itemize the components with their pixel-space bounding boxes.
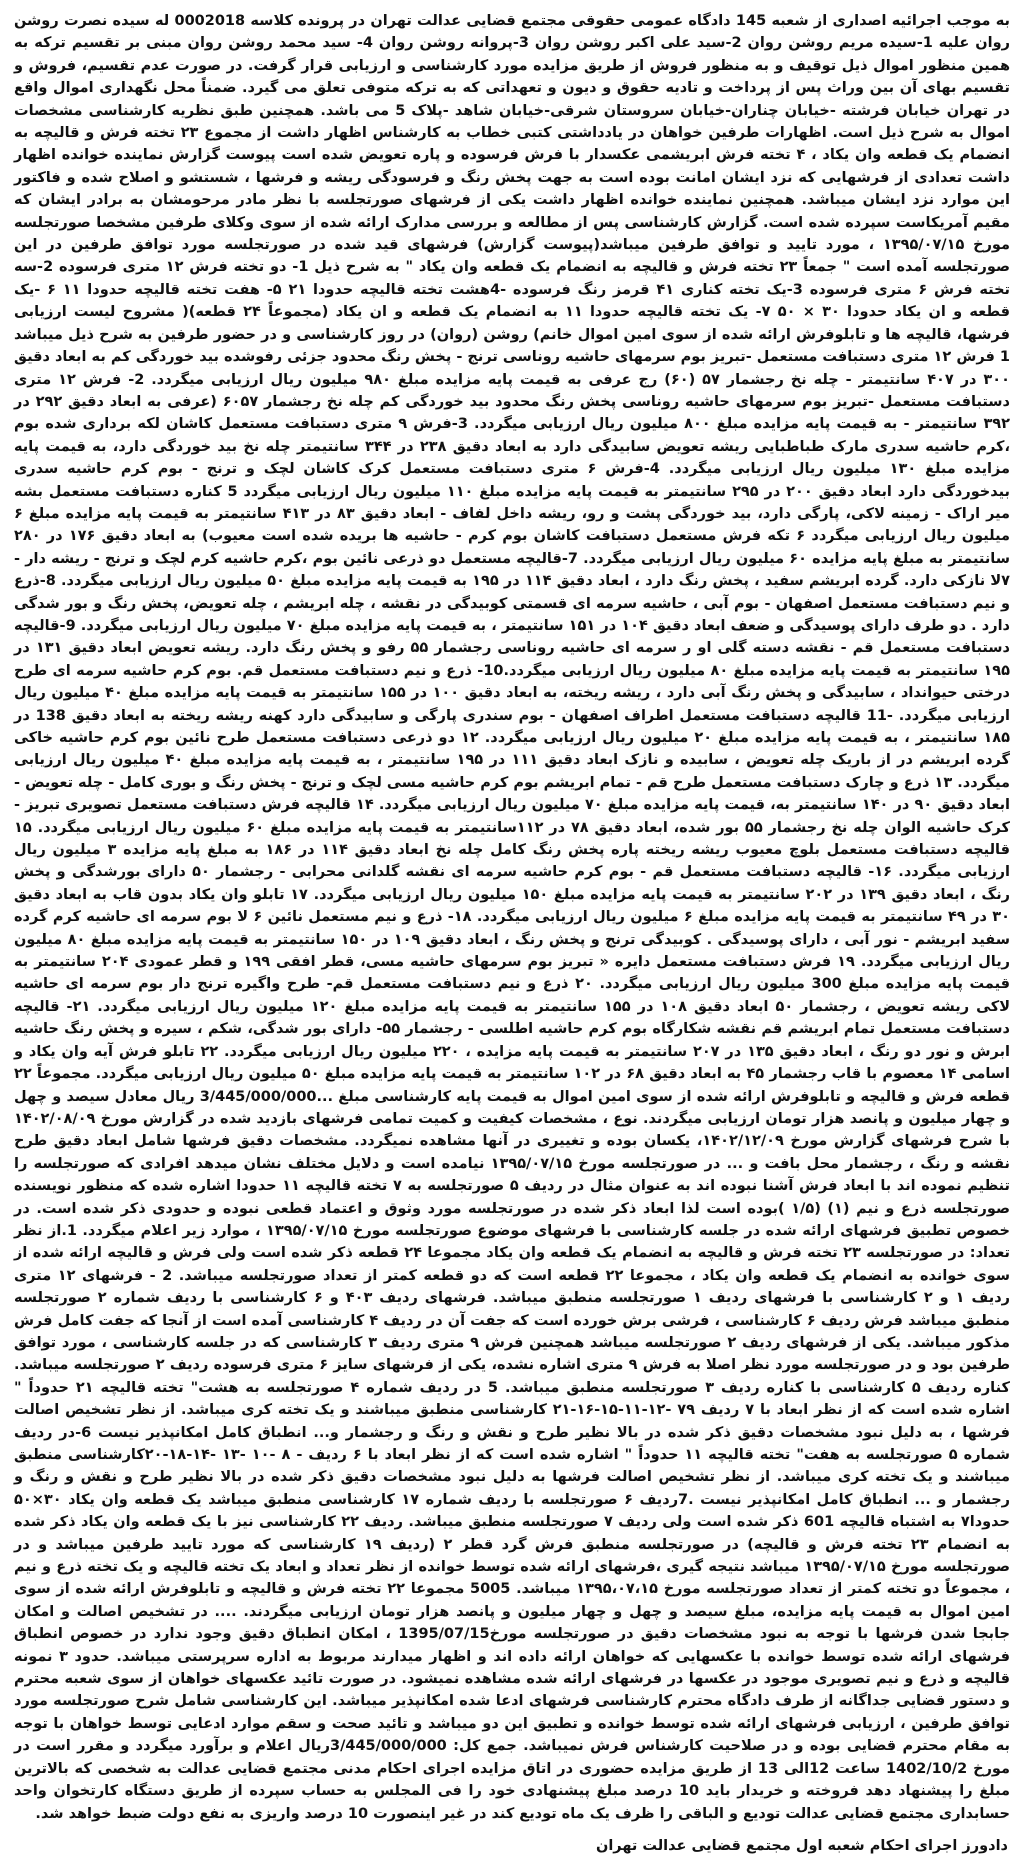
auction-notice-body: به موجب اجرائیه اصداری از شعبه 145 دادگاه عمومی حقوقی مجتمع قضایی عدالت تهران در پرونده کلاسه 0002018 له سیده نصرت روشن روان علیه 1-سیده مریم روشن روان 2-سید علی اکبر روشن روان 3-پروانه روشن روان 4- سید محمد روشن روان مبنی بر تقسیم ترکه به همین منظور اموال ذیل توقیف و به منظور فروش از طریق مزایده مورد کارشناسی و ارزیابی قرار گرفت. در صورت عدم تقسیم، فروش و تقسیم بهای آن بین وراث پس از پرداخت و تادیه حقوق و دیون و تعهداتی که به ترکه متوفی تعلق می گیرد. ضمناً محل نگهداری اموال واقع در تهران خیابان فرشته -خیابان چناران-خیابان سروستان شرقی-خیابان شاهد -پلاک 5 می باشد. همچنین طبق نظریه کارشناسی مشخصات اموال به شرح ذیل است. اظهارات طرفین خواهان در یادداشتی کتبی خطاب به کارشناس اظهار داشت از مجموع ۲۳ تخته فرش و قالیچه به انضمام یک قطعه وان یکاد ، ۴ تخته فرش ابریشمی عکسدار با فرش فرسوده و پاره تعویض شده است پیوست گزارش نماینده خوانده اظهار داشت تعدادی از فرشهایی که نزد ایشان امانت بوده است به جهت پخش رنگ و فرسودگی ریشه و فرشها ، شستشو و اصلاح شده و فاکتور این موارد نزد ایشان میباشد. همچنین نماینده خوانده اظهار داشت یکی از فرشهای صورتجلسه با نظر مادر مرحومشان به برادر ایشان که مقیم آمریکاست سپرده شده است. گزارش کارشناسی پس از مطالعه و بررسی مدارک ارائه شده از سوی وکلای طرفین مشخصا صورتجلسه مورخ ۱۳۹۵/۰۷/۱۵ ، مورد تایید و توافق طرفین میباشد(پیوست گزارش) فرشهای قید شده در صورتجلسه مورد توافق طرفین در این صورتجلسه آمده است " جمعاً ۲۳ تخته فرش و قالیچه به انضمام یک قطعه وان یکاد " به شرح ذیل 1- دو تخته فرش ۱۲ متری فرسوده 2-سه تخته فرش ۶ متری فرسوده 3-یک تخته کناری ۴۱ قرمز رنگ فرسوده -4هشت تخته قالیچه حدودا ۲۱ ۵- هفت تخته قالیچه حدودا ۱۱ ۶ -یک قطعه و ان یکاد حدودا ۳۰ × ۵۰ ۷- یک تخته قالیچه حدودا ۱۱ به انضمام یک قطعه و ان یکاد (مجموعاً ۲۴ قطعه)( مشروح لیست ارزیابی فرشها، قالیچه ها و تابلوفرش ارائه شده از سوی امین اموال خانم) روشن (روان) در روز کارشناسی و در حضور طرفین به شرح ذیل میباشد 1 فرش ۱۲ متری دستبافت مستعمل -تبریز بوم سرمهای حاشیه روناسی ترنج - پخش رنگ محدود جزئی رفوشده بید خوردگی کم به ابعاد دقیق ۳۰۰ در ۴۰۷ سانتیمتر - چله نخ رجشمار ۵۷ (۶۰) رج عرفی به قیمت پایه مزایده مبلغ ۹۸۰ میلیون ریال ارزیابی میگردد. 2- فرش ۱۲ متری دستبافت مستعمل -تبریز بوم سرمهای حاشیه روناسی پخش رنگ محدود بید خوردگی کم چله نخ رجشمار ۶۰۵۷ (عرفی به ابعاد دقیق ۲۹۲ در ۳۹۲ سانتیمتر - به قیمت پایه مزایده مبلغ ۸۰۰ میلیون ریال ارزیابی میگردد. 3-فرش ۹ متری دستبافت مستعمل کاشان لکه برداری شده بوم ،کرم حاشیه سدری مارک طباطبایی ریشه تعویض سابیدگی دارد به ابعاد دقیق ۲۳۸ در ۳۴۴ سانتیمتر چله نخ بید خوردگی دارد، به قیمت پایه مزایده مبلغ ۱۳۰ میلیون ریال ارزیابی میگردد. 4-فرش ۶ متری دستبافت مستعمل کرک کاشان لچک و ترنج - بوم کرم حاشیه سدری بیدخوردگی دارد ابعاد دقیق ۲۰۰ در ۲۹۵ سانتیمتر به قیمت پایه مزایده مبلغ ۱۱۰ میلیون ریال ارزیابی میگردد 5 کناره دستبافت مستعمل بشه میر اراک - زمینه لاکی، پارگی دارد، بید خوردگی پشت و رو، ریشه داخل لفاف - ابعاد دقیق ۸۳ در ۴۱۳ سانتیمتر به قیمت پایه مزایده مبلغ ۶ میلیون ریال ارزیابی میگردد ۶ تکه فرش مستعمل دستبافت کاشان بوم کرم - حاشیه ها بریده شده است معیوب) به ابعاد دقیق ۱۷۶ در ۲۸۰ سانتیمتر به مبلغ پایه مزایده ۶۰ میلیون ریال ارزیابی میگردد. 7-قالیچه مستعمل دو ذرعی نائین بوم ،کرم حاشیه کرم لچک و ترنج - ریشه دار - ۷لا نازکی دارد. گرده ابریشم سفید ، پخش رنگ دارد ، ابعاد دقیق ۱۱۴ در ۱۹۵ به قیمت پایه مزایده مبلغ ۵۰ میلیون ریال ارزیابی میگردد. 8-ذرع و نیم دستبافت مستعمل اصفهان - بوم آبی ، حاشیه سرمه ای قسمتی کوبیدگی در نقشه ، چله ابریشم ، چله تعویض، پخش رنگ و بور شدگی دارد . دو طرف دارای پوسیدگی و ضعف ابعاد دقیق ۱۰۴ در ۱۵۱ سانتیمتر ، به قیمت پایه مزایده مبلغ ۷۰ میلیون ریال ارزیابی میگردد. 9-قالیچه دستبافت مستعمل قم - نقشه دسته گلی او ر سرمه ای حاشیه روناسی رجشمار ۵۵ رفو و پخش رنگ دارد. ریشه تعویض ابعاد دقیق ۱۳۱ در ۱۹۵ سانتیمتر به قیمت پایه مزایده مبلغ ۸۰ میلیون ریال ارزیابی میگردد.10- ذرع و نیم دستبافت مستعمل قم. بوم کرم حاشیه سرمه ای طرح درختی حیوانداد ، سابیدگی و پخش رنگ آبی دارد ، ریشه ریخته، به ابعاد دقیق ۱۰۰ در ۱۵۵ سانتیمتر به قیمت پایه مزایده مبلغ ۴۰ میلیون ریال ارزیابی میگردد. -11 قالیچه دستبافت مستعمل اطراف اصفهان - بوم سندری پارگی و سابیدگی دارد کهنه ریشه ریخته به ابعاد دقیق 138 در ۱۸۵ سانتیمتر ، به قیمت پایه مزایده مبلغ ۲۰ میلیون ریال ارزیابی میگردد. ۱۲ دو ذرعی دستبافت مستعمل طرح نائین بوم کرم حاشیه خاکی گرده ابریشم در از باریک چله تعویض ، سابیده و نازک ابعاد دقیق ۱۱۱ در ۱۹۵ سانتیمتر ، به قیمت پایه مزایده مبلغ ۴۰ میلیون ریال ارزیابی میگردد. ۱۳ ذرع و چارک دستبافت مستعمل طرح قم - تمام ابریشم بوم کرم حاشیه مسی لچک و ترنج - پخش رنگ و بوری کامل - چله تعویض - ابعاد دقیق ۹۰ در ۱۴۰ سانتیمتر به، قیمت پایه مزایده مبلغ ۷۰ میلیون ریال ارزیابی میگردد. ۱۴ قالیچه فرش دستبافت مستعمل تصویری تبریز - کرک حاشیه الوان چله نخ رجشمار ۵۵ بور شده، ابعاد دقیق ۷۸ در ۱۱۲سانتیمتر به قیمت پایه مزایده مبلغ ۶۰ میلیون ریال ارزیابی میگردد. ۱۵ قالیچه دستبافت مستعمل بلوچ معیوب ریشه ریخته پاره پخش رنگ کامل چله نخ ابعاد دقیق ۱۱۴ در ۱۸۶ به مبلغ پایه مزایده ۳ میلیون ریال ارزیابی میگردد. ۱۶- قالیچه دستبافت مستعمل قم - بوم کرم حاشیه سرمه ای نقشه گلدانی محرابی - رجشمار ۵۰ دارای بورشدگی و پخش رنگ ، ابعاد دقیق ۱۳۹ در ۲۰۲ سانتیمتر به قیمت پایه مزایده مبلغ ۱۵۰ میلیون ریال ارزیابی میگردد. ۱۷ تابلو وان یکاد بدون قاب به ابعاد دقیق ۳۰ در ۴۹ سانتیمتر به قیمت پایه مزایده مبلغ ۶ میلیون ریال ارزیابی میگردد. ۱۸- ذرع و نیم مستعمل نائین ۶ لا بوم سرمه ای حاشیه کرم گرده سفید ابریشم - نور آبی ، دارای پوسیدگی . کوبیدگی ترنج و پخش رنگ ، ابعاد دقیق ۱۰۹ در ۱۵۰ سانتیمتر به قیمت پایه مزایده مبلغ ۸۰ میلیون ریال ارزیابی میگردد. ۱۹ فرش دستبافت مستعمل دایره « تبریز بوم سرمهای حاشیه مسی، قطر افقی ۱۹۹ و قطر عمودی ۲۰۴ سانتیمتر به قیمت پایه مزایده مبلغ 300 میلیون ریال ارزیابی میگردد. ۲۰ ذرع و نیم دستبافت مستعمل قم- طرح واگیره ترنج دار بوم سرمه ای حاشیه لاکی ریشه تعویض ، رجشمار ۵۰ ابعاد دقیق ۱۰۸ در ۱۵۵ سانتیمتر به قیمت پایه مزایده مبلغ ۱۲۰ میلیون ریال ارزیابی میگردد. ۲۱- قالیچه دستبافت مستعمل تمام ابریشم قم نقشه شکارگاه بوم کرم حاشیه اطلسی - رجشمار ۵۵- دارای بور شدگی، شکم ، سیره و پخش رنگ حاشیه ابرش و نور دو رنگ ، ابعاد دقیق ۱۳۵ در ۲۰۷ سانتیمتر به قیمت پایه مزایده ، ۲۲۰ میلیون ریال ارزیابی میگردد. ۲۲ تابلو فرش آیه وان یکاد و اسامی ۱۴ معصوم با قاب رجشمار ۴۵ به ابعاد دقیق ۶۸ در ۱۰۲ سانتیمتر به قیمت پایه مزایده مبلغ ۵۰ میلیون ریال ارزیابی میگردد. مجموعاً ۲۲ قطعه فرش و قالیچه و تابلوفرش ارائه شده از سوی امین اموال به قیمت پایه کارشناسی مبلغ ...3/445/000/000 ریال معادل سیصد و چهل و چهار میلیون و پانصد هزار تومان ارزیابی میگردند. نوع ، مشخصات کیفیت و کمیت تمامی فرشهای بازدید شده در گزارش مورخ ۱۴۰۲/۰۸/۰۹ با شرح فرشهای گزارش مورخ ۱۴۰۲/۱۲/۰۹، یکسان بوده و تغییری در آنها مشاهده نمیگردد. مشخصات دقیق فرشها شامل ابعاد دقیق طرح نقشه و رنگ ، رجشمار محل بافت و ... در صورتجلسه مورخ ۱۳۹۵/۰۷/۱۵ نیامده است و دلایل مختلف نشان میدهد افرادی که صورتجلسه را تنظیم نموده اند با ابعاد فرش آشنا نبوده اند به عنوان مثال در ردیف ۵ صورتجلسه به ۷ تخته قالیچه ۱۱ حدودا اشاره شده که منظور نویسنده صورتجلسه ذرع و نیم (۱) (۱/۵ )بوده است لذا ابعاد ذکر شده در صورتجلسه مورد وثوق و اعتماد قطعی نبوده و حدودی ذکر شده است. در خصوص تطبیق فرشهای ارائه شده در جلسه کارشناسی با فرشهای موضوع صورتجلسه مورخ ۱۳۹۵/۰۷/۱۵ ، موارد زیر اعلام میگردد. 1.از نظر تعداد: در صورتجلسه ۲۳ تخته فرش و قالیچه به انضمام یک قطعه وان یکاد مجموعا ۲۴ قطعه ذکر شده است ولی فرش و قالیچه ارائه شده از سوی خوانده به انضمام یک قطعه وان یکاد ، مجموعا ۲۲ قطعه است که دو قطعه کمتر از تعداد صورتجلسه میباشد. 2 - فرشهای ۱۲ متری ردیف ۱ و ۲ کارشناسی با فرشهای ردیف ۱ صورتجلسه منطبق میباشد. فرشهای ردیف ۴۰۳ و ۶ کارشناسی با ردیف شماره ۲ صورتجلسه منطبق میباشد فرش ردیف ۶ کارشناسی ، فرشی برش خورده است که جفت آن در ردیف ۴ کارشناسی آمده است از آنجا که جفت کامل فرش مذکور میباشد. یکی از فرشهای ردیف ۲ صورتجلسه میباشد همچنین فرش ۹ متری ردیف ۳ کارشناسی که در جلسه کارشناسی ، مورد توافق طرفین بود و در صورتجلسه مورد نظر اصلا به فرش ۹ متری اشاره نشده، یکی از فرشهای سایز ۶ متری فرسوده ردیف ۲ صورتجلسه میباشد. کناره ردیف ۵ کارشناسی با کناره ردیف ۳ صورتجلسه منطبق میباشد. 5 در ردیف شماره ۴ صورتجلسه به هشت" تخته قالیچه ۲۱ حدوداً " اشاره شده است که از نظر ابعاد با ۷ ردیف ۷۹ -۱۲-۱۱-۱۵-۱۶-۲۱ کارشناسی منطبق میباشند و یک تخته کری میباشد. از نظر تشخیص اصالت فرشها ، به دلیل نبود مشخصات دقیق ذکر شده در بالا نظیر طرح و نقش و رنگ و رجشمار و... انطباق کامل امکانپذیر نیست 6-در ردیف شماره ۵ صورتجلسه به هفت" تخته قالیچه ۱۱ حدوداً " اشاره شده است که از نظر ابعاد با ۶ ردیف - ۸ -۱۰ -۱۳ -۱۴-۱۸-۲۰کارشناسی منطبق میباشند و یک تخته کری میباشد. از نظر تشخیص اصالت فرشها به دلیل نبود مشخصات دقیق ذکر شده در بالا نظیر طرح و نقش و رنگ و رجشمار و ... انطباق کامل امکانپذیر نیست .7ردیف ۶ صورتجلسه با ردیف شماره ۱۷ کارشناسی منطبق میباشد یک قطعه وان یکاد ۳۰×۵۰ حدودا۷ به اشتباه قالیچه 601 ذکر شده است ولی ردیف ۷ صورتجلسه منطبق میباشد. ردیف ۲۲ کارشناسی نیز با یک قطعه وان یکاد ذکر شده به انضمام ۲۳ تخته فرش و قالیچه) در صورتجلسه منطبق فرش گرد قطر ۲ (ردیف ۱۹ کارشناسی که مورد تایید طرفین میباشد و در صورتجلسه مورخ ۱۳۹۵/۰۷/۱۵ میباشد نتیجه گیری ،فرشهای ارائه شده توسط خوانده از نظر تعداد و ابعاد یک تخته قالیچه و یک تخته ذرع و نیم ، مجموعاً دو تخته کمتر از تعداد صورتجلسه مورخ ۱۳۹۵،۰۷،۱۵ میباشد. 5005 مجموعا ۲۲ تخته فرش و قالیچه و تابلوفرش ارائه شده از سوی امین اموال به قیمت پایه مزایده، مبلغ سیصد و چهل و چهار میلیون و پانصد هزار تومان ارزیابی میگردند. .... در تشخیص اصالت و امکان جابجا شدن فرشها با توجه به نبود مشخصات دقیق در صورتجلسه مورخ1395/07/15 ، امکان انطباق دقیق وجود ندارد در خصوص انطباق فرشهای ارائه شده توسط خوانده با عکسهایی که خواهان ارائه داده اند و اظهار میدارند مربوط به اداره سرپرستی میباشد. حدود ۳ نمونه قالیچه و ذرع و نیم تصویری موجود در عکسها در فرشهای ارائه شده مشاهده نمیشود. در صورت تائید عکسهای خواهان از سوی شعبه محترم و دستور قضایی جداگانه از طرف دادگاه محترم کارشناسی فرشهای ادعا شده امکانپذیر میباشد. این کارشناسی شامل شرح صورتجلسه مورد توافق طرفین ، ارزیابی فرشهای ارائه شده توسط خوانده و تطبیق این دو میباشد و تائید صحت و سقم موارد ادعایی توسط خواهان با توجه به مقام محترم قضایی بوده و در صلاحیت کارشناس فرش نمیباشد. جمع کل: 3/445/000/000ریال اعلام و برآورد میگردد و مقرر است در مورخ 1402/10/2 ساعت 12الی 13 از طریق مزایده حضوری در اتاق مزایده اجرای احکام مدنی مجتمع قضایی عدالت به شخصی که بالاترین مبلغ را پیشنهاد دهد فروخته و خریدار باید 10 درصد مبلغ پیشنهادی خود را فی المجلس به حساب سپرده از طریق دستگاه کارتخوان واحد حسابداری مجتمع قضایی عدالت تودیع و الباقی را ظرف یک ماه تودیع کند در غیر اینصورت 10 درصد واریزی به نفع دولت ضبط خواهد شد. <box>14 13 1011 1822</box>
notice-signature: دادورز اجرای احکام شعبه اول مجتمع قضایی عدالت تهران <box>595 1837 1008 1854</box>
